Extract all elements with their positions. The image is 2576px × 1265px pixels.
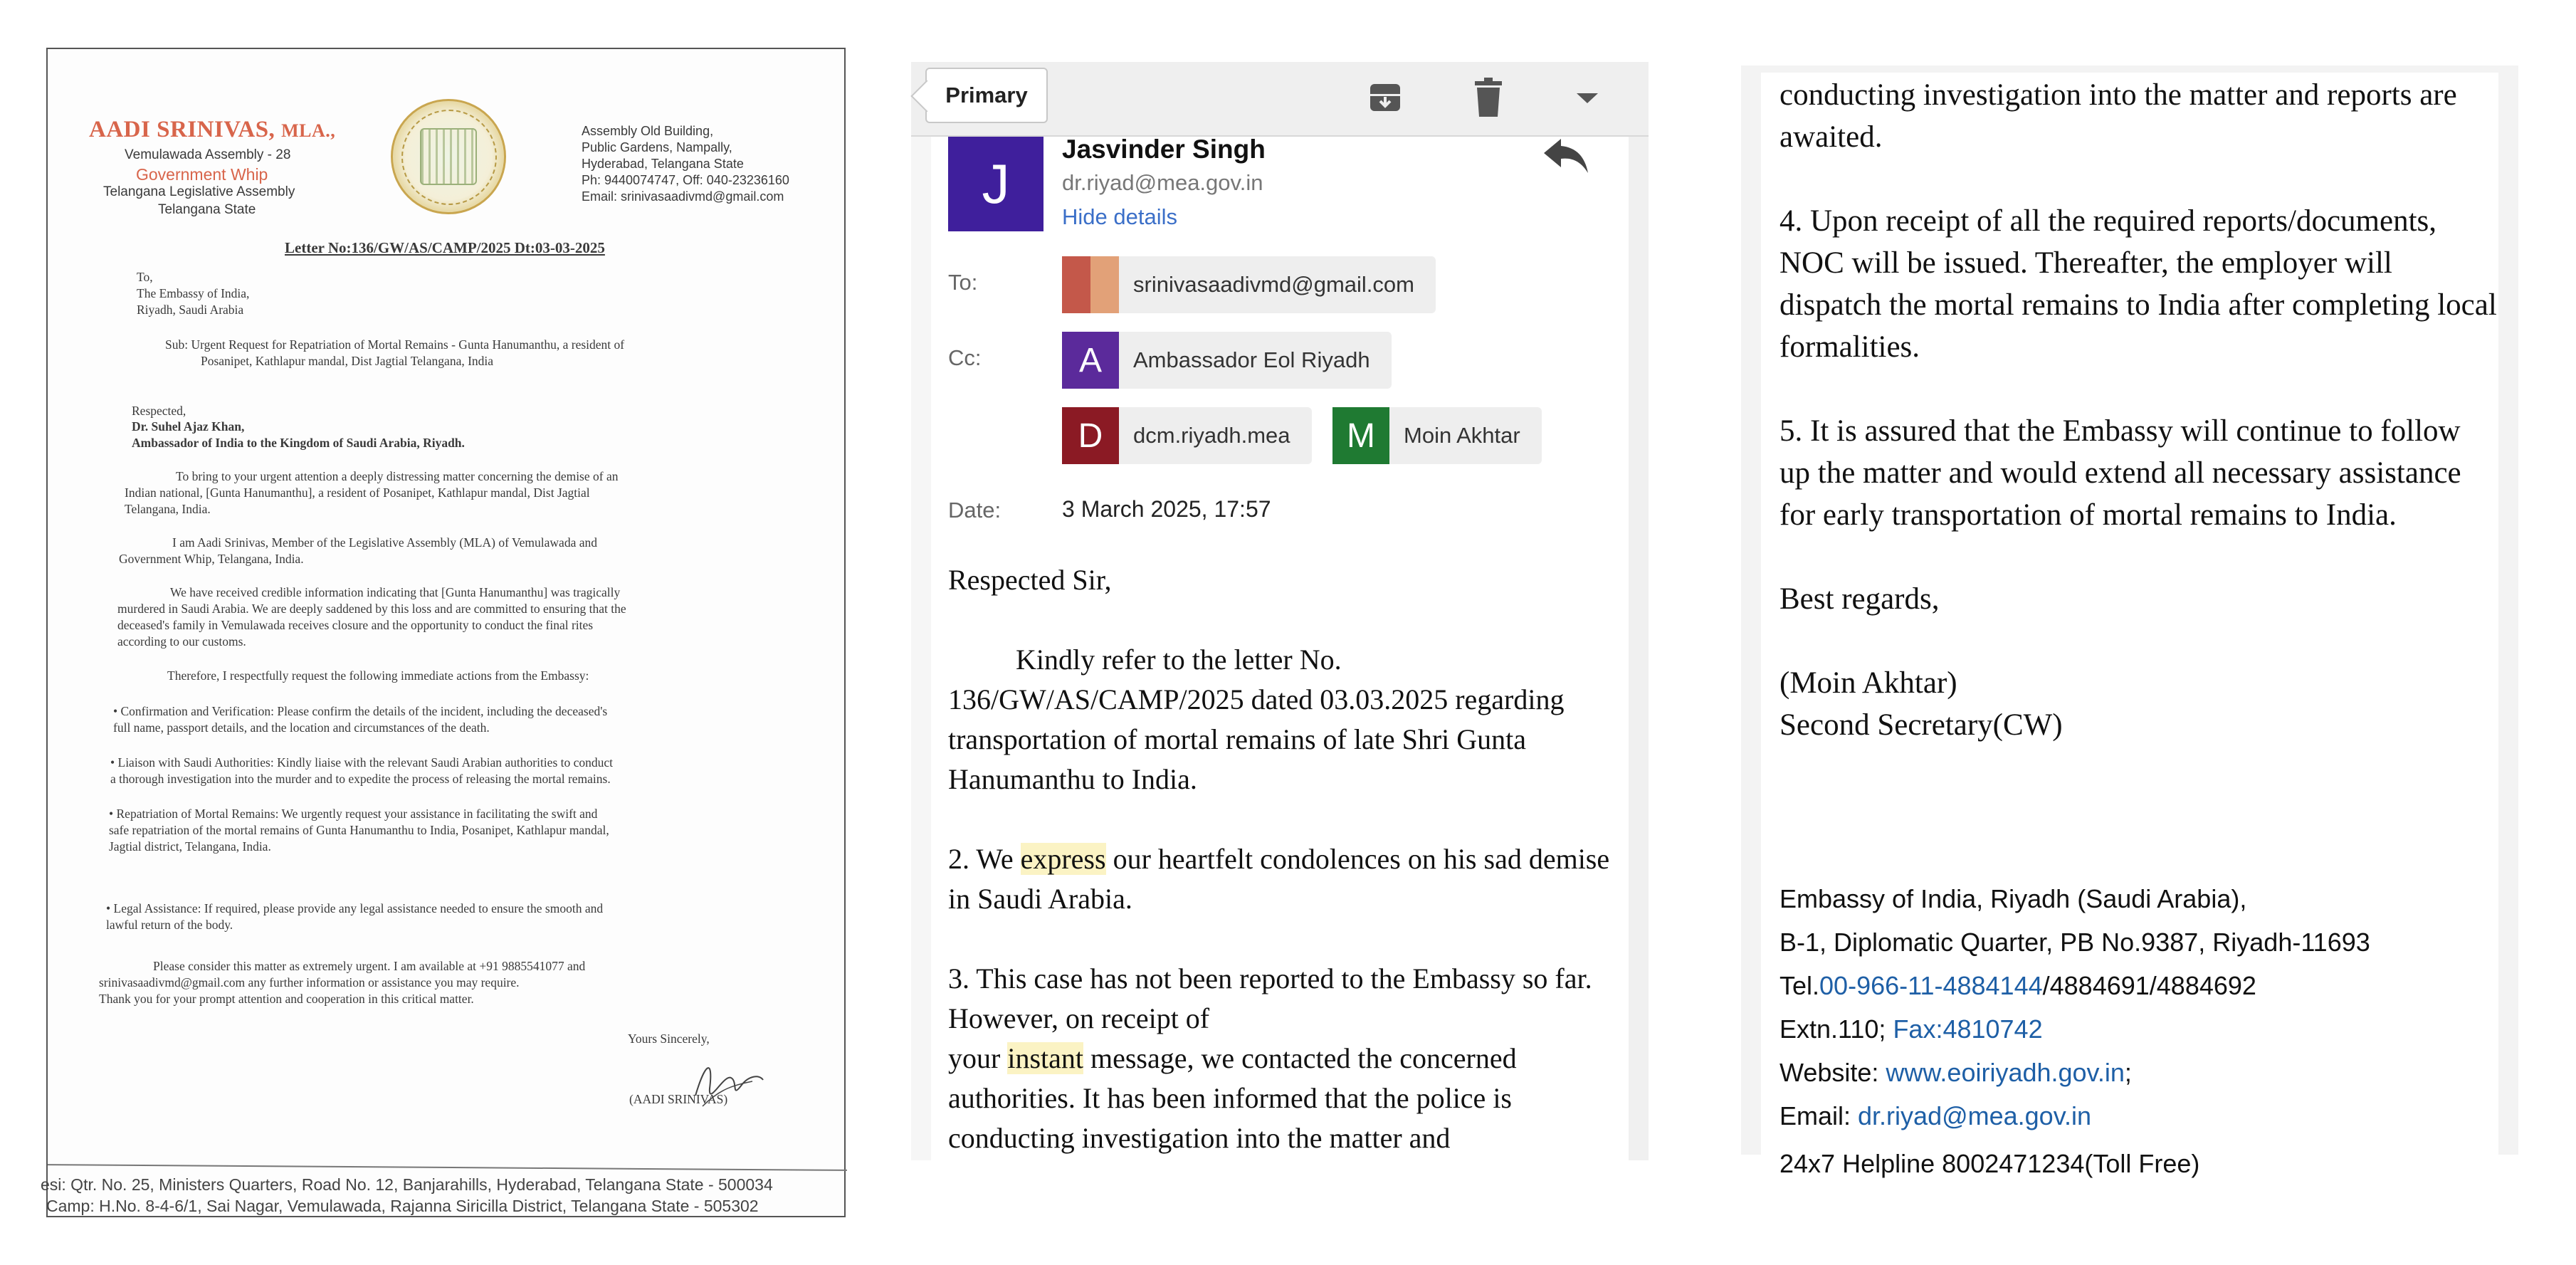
email-body-continued bbox=[1779, 74, 2498, 746]
subject-line: Sub: Urgent Request for Repatriation of Mortal Remains - Gunta Hanumanthu, a resident of bbox=[165, 337, 625, 352]
closing: Yours Sincerely, bbox=[628, 1032, 710, 1046]
signatory: (AADI SRINIVAS) bbox=[629, 1092, 728, 1106]
letter-reference: Letter No:136/GW/AS/CAMP/2025 Dt:03-03-2025 bbox=[285, 239, 605, 256]
email-paragraph-3: 3. This case has not been reported to the Embassy so far. However, on receipt of your instant message, we contacted the concerned authorities. It has been informed that the police is conducting investigation into the matter and bbox=[948, 962, 1592, 1154]
cc-name: dcm.riyadh.mea bbox=[1133, 423, 1290, 448]
margin bbox=[911, 137, 931, 1160]
fax-link[interactable]: Fax:4810742 bbox=[1893, 1014, 2043, 1044]
email-paragraph-1: Kindly refer to the letter No. 136/GW/AS/CAMP/2025 dated 03.03.2025 regarding transportation of mortal remains of late Shri Gunta Hanumanthu to India. bbox=[948, 644, 1565, 795]
email-greeting: Respected Sir, bbox=[948, 564, 1112, 596]
letter-paragraph: I am Aadi Srinivas, Member of the Legislative Assembly (MLA) of Vemulawada and bbox=[172, 535, 597, 550]
letterhead-address-2: Public Gardens, Nampally, bbox=[582, 140, 732, 154]
to-line: To, bbox=[137, 270, 153, 284]
cc-avatar: D bbox=[1062, 407, 1119, 464]
recipient-photo-avatar bbox=[1062, 256, 1119, 313]
letter-paragraph: To bring to your urgent attention a deeply distressing matter concerning the demise of an bbox=[176, 469, 619, 483]
letterhead-assembly: Telangana Legislative Assembly bbox=[103, 184, 295, 199]
embassy-name: Embassy of India, Riyadh (Saudi Arabia), bbox=[1779, 884, 2247, 913]
letter-paragraph: Telangana, India. bbox=[125, 502, 211, 516]
to-recipient-chip[interactable] bbox=[1062, 256, 1436, 313]
letter-paragraph: Government Whip, Telangana, India. bbox=[119, 552, 304, 566]
letterhead-email: Email: srinivasaadivmd@gmail.com bbox=[582, 189, 784, 204]
letter-paragraph: murdered in Saudi Arabia. We are deeply saddened by this loss and are committed to ensuring that the bbox=[117, 602, 626, 616]
letterhead-phone: Ph: 9440074747, Off: 040-23236160 bbox=[582, 173, 789, 187]
cc-label: Cc: bbox=[948, 345, 982, 370]
letter-paragraph: according to our customs. bbox=[117, 634, 246, 649]
to-recipient-email: srinivasaadivmd@gmail.com bbox=[1133, 272, 1414, 297]
email-paragraph-4: 4. Upon receipt of all the required reports/documents, NOC will be issued. Thereafter, the employer will dispatch the mortal remains to India after completing local formalities. bbox=[1779, 204, 2497, 364]
letter-bullet: • Liaison with Saudi Authorities: Kindly liaise with the relevant Saudi Arabian authorities to conduct bbox=[110, 755, 614, 770]
letterhead-state: Telangana State bbox=[158, 202, 256, 217]
email-view bbox=[911, 62, 1649, 1160]
date-value: 3 March 2025, 17:57 bbox=[1062, 496, 1271, 522]
letterhead-constituency: Vemulawada Assembly - 28 bbox=[125, 147, 291, 162]
email-paragraph-3-tail: conducting investigation into the matter and reports are awaited. bbox=[1779, 78, 2457, 154]
letter-bullet: • Confirmation and Verification: Please confirm the details of the incident, including the deceased's bbox=[113, 704, 608, 718]
cc-chip-dcm[interactable] bbox=[1062, 407, 1312, 464]
letter-bullet: a thorough investigation into the murder and to expedite the process of releasing the mortal remains. bbox=[110, 772, 611, 786]
letter-paragraph: srinivasaadivmd@gmail.com any further information or assistance you may require. bbox=[99, 975, 520, 990]
email-regards: Best regards, bbox=[1779, 582, 1940, 616]
letterhead-address-3: Hyderabad, Telangana State bbox=[582, 157, 744, 171]
email-body bbox=[948, 560, 1631, 1198]
embassy-website: Website: www.eoiriyadh.gov.in; bbox=[1779, 1058, 2132, 1087]
email-continuation bbox=[1741, 65, 2518, 1178]
letter-bullet: • Legal Assistance: If required, please provide any legal assistance needed to ensure the smooth and bbox=[106, 901, 604, 915]
letterhead-name: AADI SRINIVAS, MLA., bbox=[89, 117, 336, 142]
footer-divider bbox=[48, 1164, 847, 1171]
email-continuation-sheet bbox=[1761, 73, 2498, 1178]
letter-bullet: lawful return of the body. bbox=[106, 918, 233, 932]
hide-details-link[interactable]: Hide details bbox=[1062, 204, 1177, 229]
sender-name: Jasvinder Singh bbox=[1062, 135, 1266, 164]
email-link[interactable]: dr.riyad@mea.gov.in bbox=[1858, 1101, 2092, 1130]
embassy-tel: Tel.00-966-11-4884144/4884691/4884692 bbox=[1779, 971, 2256, 1000]
salutation: Respected, bbox=[132, 404, 186, 418]
footer-address-residence: esi: Qtr. No. 25, Ministers Quarters, Road No. 12, Banjarahills, Hyderabad, Telangana State - 500034 bbox=[41, 1175, 773, 1194]
date-label: Date: bbox=[948, 498, 1002, 523]
letterhead-address-1: Assembly Old Building, bbox=[582, 124, 714, 138]
signer-designation: Second Secretary(CW) bbox=[1779, 708, 2063, 742]
embassy-helpline: 24x7 Helpline 8002471234(Toll Free) bbox=[1779, 1149, 2200, 1178]
embassy-address: B-1, Diplomatic Quarter, PB No.9387, Riyadh-11693 bbox=[1779, 928, 2370, 957]
footer-address-camp: Camp: H.No. 8-4-6/1, Sai Nagar, Vemulawada, Rajanna Siricilla District, Telangana State - 505302 bbox=[46, 1197, 759, 1215]
to-label: To: bbox=[948, 270, 978, 295]
margin bbox=[1629, 137, 1649, 1160]
email-toolbar bbox=[911, 62, 1649, 137]
primary-tab-button[interactable]: Primary bbox=[925, 68, 1048, 123]
addressee-name: Dr. Suhel Ajaz Khan, bbox=[132, 419, 245, 434]
trash-icon[interactable] bbox=[1468, 76, 1508, 119]
addressee-title: Ambassador of India to the Kingdom of Saudi Arabia, Riyadh. bbox=[132, 436, 465, 450]
embassy-extn-fax: Extn.110; Fax:4810742 bbox=[1779, 1014, 2043, 1044]
government-seal-icon bbox=[391, 99, 506, 214]
letter-bullet: Jagtial district, Telangana, India. bbox=[109, 839, 271, 854]
sender-email: dr.riyad@mea.gov.in bbox=[1062, 170, 1263, 195]
letter-bullet: • Repatriation of Mortal Remains: We urgently request your assistance in facilitating the swift and bbox=[109, 807, 598, 821]
email-paragraph-5: 5. It is assured that the Embassy will continue to follow up the matter and would extend all necessary assistance for early transportation of mortal remains to India. bbox=[1779, 414, 2461, 532]
tel-link[interactable]: 00-966-11-4884144 bbox=[1819, 971, 2043, 1000]
cc-avatar: M bbox=[1332, 407, 1389, 464]
cc-name: Ambassador Eol Riyadh bbox=[1133, 347, 1370, 372]
embassy-email: Email: dr.riyad@mea.gov.in bbox=[1779, 1101, 2092, 1130]
letter-bullet: safe repatriation of the mortal remains of Gunta Hanumanthu to India, Posanipet, Kathlapur mandal, bbox=[109, 823, 609, 837]
website-link[interactable]: www.eoiriyadh.gov.in bbox=[1886, 1058, 2125, 1087]
email-paragraph-2: 2. We express our heartfelt condolences on his sad demise in Saudi Arabia. bbox=[948, 843, 1610, 915]
cc-chip-moin[interactable] bbox=[1332, 407, 1542, 464]
to-line: Riyadh, Saudi Arabia bbox=[137, 303, 244, 317]
letter-paragraph: deceased's family in Vemulawada receives closure and the opportunity to conduct the final rites bbox=[117, 618, 594, 632]
letter-scan bbox=[41, 48, 846, 1217]
letter-paragraph: Therefore, I respectfully request the following immediate actions from the Embassy: bbox=[167, 668, 589, 683]
to-line: The Embassy of India, bbox=[137, 286, 250, 300]
signature-block bbox=[1779, 877, 2491, 1178]
letterhead-role: Government Whip bbox=[136, 165, 268, 184]
cc-avatar: A bbox=[1062, 332, 1119, 389]
cc-name: Moin Akhtar bbox=[1404, 423, 1520, 448]
signer-name: (Moin Akhtar) bbox=[1779, 666, 1957, 700]
letter-bullet: full name, passport details, and the location and circumstances of the death. bbox=[113, 720, 490, 735]
letter-paragraph: Please consider this matter as extremely urgent. I am available at +91 9885541077 and bbox=[153, 959, 586, 973]
subject-line: Posanipet, Kathlapur mandal, Dist Jagtial Telangana, India bbox=[201, 354, 494, 368]
letter-paragraph: We have received credible information indicating that [Gunta Hanumanthu] was tragically bbox=[170, 585, 621, 599]
chevron-down-icon[interactable] bbox=[1567, 76, 1607, 119]
reply-icon[interactable] bbox=[1541, 133, 1591, 176]
archive-icon[interactable] bbox=[1365, 76, 1405, 119]
letter-paragraph: Thank you for your prompt attention and cooperation in this critical matter. bbox=[99, 992, 474, 1006]
cc-chip-ambassador[interactable] bbox=[1062, 332, 1392, 389]
sender-avatar: J bbox=[948, 137, 1043, 231]
letter-paragraph: Indian national, [Gunta Hanumanthu], a resident of Posanipet, Kathlapur mandal, Dist Jagtial bbox=[125, 485, 590, 500]
